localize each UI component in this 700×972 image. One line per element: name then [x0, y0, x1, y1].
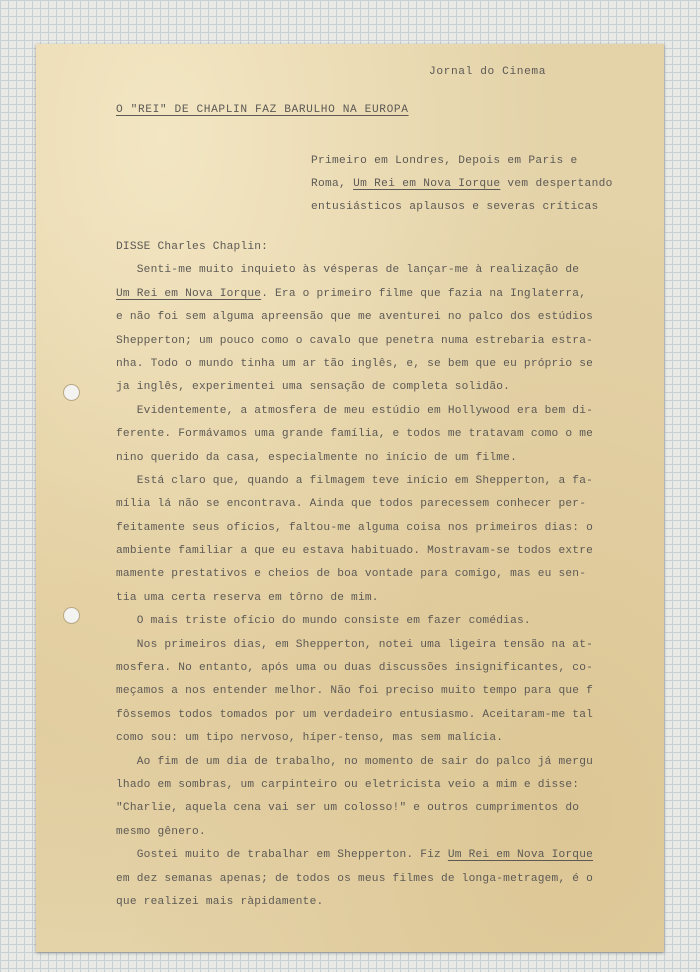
body-line: como sou: um tipo nervoso, híper-tenso, mas sem malícia. [116, 732, 504, 745]
body-line: mosfera. No entanto, após uma ou duas discussões insignificantes, co- [116, 662, 594, 675]
typed-page [36, 44, 664, 952]
body-line: nino querido da casa, especialmente no início de um filme. [116, 451, 517, 464]
punch-hole-top [63, 384, 80, 401]
punch-hole-bottom [63, 607, 80, 624]
body-line: Senti-me muito inquieto às vésperas de lançar-me à realização de [116, 264, 580, 277]
body-line: que realizei mais ràpidamente. [116, 895, 324, 908]
body-line: DISSE Charles Chaplin: [116, 241, 269, 253]
body-line: e não foi sem alguma apreensão que me aventurei no palco dos estúdios [116, 311, 594, 324]
film-title-underline: Um Rei em Nova Iorque [116, 287, 262, 300]
body-line: Ao fim de um dia de trabalho, no momento de sair do palco já mergu [116, 755, 594, 768]
film-title-underline: Um Rei em Nova Iorque [353, 178, 501, 190]
body-line: Evidentemente, a atmosfera de meu estúdio em Hollywood era bem di- [116, 404, 594, 417]
body-line: lhado em sombras, um carpinteiro ou eletricista veio a mim e disse: [116, 778, 580, 791]
article-title: O "REI" DE CHAPLIN FAZ BARULHO NA EUROPA [116, 104, 409, 116]
body-line: em dez semanas apenas; de todos os meus filmes de longa-metragem, é o [116, 872, 594, 885]
body-line: Shepperton; um pouco como o cavalo que penetra numa estrebaria estra- [116, 334, 594, 347]
body-line: O mais triste ofício do mundo consiste em fazer comédias. [116, 615, 531, 628]
body-line: ja inglês, experimentei uma sensação de completa solidão. [116, 381, 511, 394]
publication-name: Jornal do Cinema [429, 66, 547, 78]
body-line: tia uma certa reserva em tôrno de mim. [116, 591, 379, 604]
body-line: meçamos a nos entender melhor. Não foi preciso muito tempo para que f [116, 685, 594, 698]
body-line: Nos primeiros dias, em Shepperton, notei uma ligeira tensão na at- [116, 638, 594, 651]
body-line: mamente prestativos e cheios de boa vontade para comigo, mas eu sen- [116, 568, 587, 581]
body-line: nha. Todo o mundo tinha um ar tão inglês, e, se bem que eu próprio se [116, 357, 594, 370]
article-body [116, 236, 636, 914]
body-line: mília lá não se encontrava. Ainda que todos parecessem conhecer per- [116, 498, 587, 511]
body-line: ferente. Formávamos uma grande família, e todos me tratavam como o me [116, 428, 594, 441]
body-line: "Charlie, aquela cena vai ser um colosso!" e outros cumprimentos do [116, 802, 580, 815]
film-title-underline: Um Rei em Nova Iorque [447, 849, 594, 862]
body-line: mesmo gênero. [116, 825, 206, 838]
subtitle-line: Primeiro em Londres, Depois em Paris e [311, 155, 578, 167]
subtitle-line: Roma, Um Rei em Nova Iorque vem despertando [311, 178, 613, 190]
body-line: fôssemos todos tomados por um verdadeiro entusiasmo. Aceitaram-me tal [116, 708, 594, 721]
article-subtitle [311, 150, 613, 219]
body-line: feitamente seus ofícios, faltou-me alguma coisa nos primeiros dias: o [116, 521, 594, 534]
body-line: Gostei muito de trabalhar em Shepperton. Fiz Um Rei em Nova Iorque [116, 849, 594, 862]
body-line: Está claro que, quando a filmagem teve início em Shepperton, a fa- [116, 474, 594, 487]
body-line: ambiente familiar a que eu estava habituado. Mostravam-se todos extre [116, 545, 594, 558]
body-line: Um Rei em Nova Iorque. Era o primeiro filme que fazia na Inglaterra, [116, 287, 587, 300]
subtitle-line: entusiásticos aplausos e severas críticas [311, 201, 599, 213]
